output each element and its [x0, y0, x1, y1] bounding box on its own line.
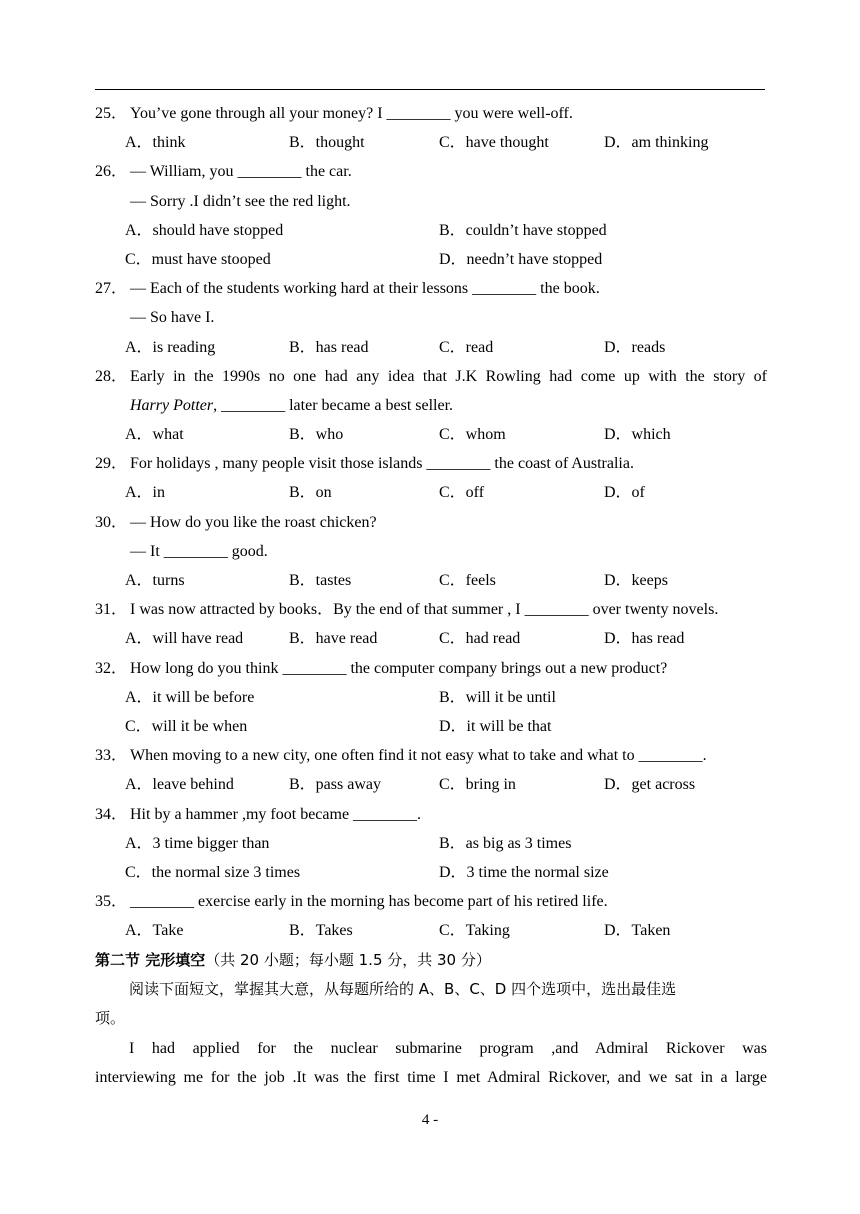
option-d: D．reads — [604, 338, 666, 356]
option-b: B．thought — [289, 134, 365, 152]
question-line — [95, 595, 767, 624]
option-a: A．is reading — [125, 338, 216, 356]
dialogue-line: — So have I. — [130, 309, 215, 327]
dialogue-line: — Sorry .I didn’t see the red light. — [130, 192, 351, 210]
question-line — [95, 449, 767, 478]
options-row — [95, 245, 767, 274]
book-title: Harry Potter — [130, 396, 214, 414]
option-a: A．leave behind — [125, 776, 234, 794]
option-b: B．who — [289, 426, 344, 444]
option-c: C．bring in — [439, 776, 516, 794]
dialogue-line: — It ________ good. — [130, 542, 268, 560]
options-row — [95, 566, 767, 595]
passage-line-1 — [95, 1034, 767, 1063]
question-stem: ________ exercise early in the morning has become part of his retired life. — [130, 893, 608, 911]
passage-text-cont: interviewing me for the job .It was the first time I met Admiral Rickover, and we sat in a large — [95, 1068, 767, 1086]
instruction-line-1 — [95, 975, 767, 1004]
question-line — [95, 741, 767, 770]
question-line-cont — [95, 391, 767, 420]
question-stem: I was now attracted by books．By the end of that summer , I ________ over twenty novels. — [130, 601, 719, 619]
options-row — [95, 478, 767, 507]
question-number: 28． — [95, 367, 128, 385]
option-a: A．turns — [125, 572, 185, 589]
question-line — [95, 362, 767, 391]
question-number: 25． — [95, 105, 128, 122]
header-rule — [95, 89, 765, 90]
question-number: 30． — [95, 513, 128, 531]
option-d: D．Taken — [604, 922, 671, 940]
question-number: 27． — [95, 280, 128, 298]
question-line — [95, 157, 767, 186]
question-number: 33． — [95, 747, 128, 765]
question-line — [95, 654, 767, 683]
options-row — [95, 420, 767, 449]
option-b: B．have read — [289, 630, 378, 648]
option-a: A．should have stopped — [125, 221, 284, 239]
options-row — [95, 683, 767, 712]
options-row — [95, 333, 767, 362]
option-b: B．couldn’t have stopped — [439, 221, 607, 239]
question-stem: Early in the 1990s no one had any idea that J.K Rowling had come up with the story of — [130, 367, 767, 385]
option-d: D．am thinking — [604, 134, 709, 152]
option-b: B．has read — [289, 338, 369, 356]
option-d: D．3 time the normal size — [439, 863, 609, 881]
option-b: B．tastes — [289, 572, 352, 589]
question-stem: You’ve gone through all your money? I ________ you were well-off. — [130, 105, 573, 122]
option-a: A．what — [125, 426, 184, 444]
instruction-text: 阅读下面短文，掌握其大意，从每题所给的 A、B、C、D 四个选项中，选出最佳选 — [129, 980, 677, 999]
option-b: B．on — [289, 484, 332, 502]
passage-line-2 — [95, 1063, 767, 1092]
option-c: C．Taking — [439, 922, 510, 940]
option-b: B．Takes — [289, 922, 353, 940]
options-row — [95, 712, 767, 741]
option-d: D．of — [604, 484, 645, 502]
questions-area — [95, 99, 767, 945]
option-d: D．get across — [604, 776, 696, 794]
options-row — [95, 858, 767, 887]
option-c: C．had read — [439, 630, 521, 648]
option-c: C．will it be when — [125, 717, 248, 735]
question-stem: — Each of the students working hard at their lessons ________ the book. — [130, 280, 600, 298]
question-line — [95, 274, 767, 303]
option-c: C．have thought — [439, 134, 549, 152]
question-stem: — William, you ________ the car. — [130, 163, 352, 181]
options-row — [95, 770, 767, 799]
option-c: C．whom — [439, 426, 506, 444]
options-row — [95, 128, 767, 157]
option-d: D．keeps — [604, 572, 668, 589]
question-stem: For holidays , many people visit those islands ________ the coast of Australia. — [130, 455, 634, 473]
options-row — [95, 624, 767, 653]
cloze-section — [95, 946, 767, 1092]
question-line — [95, 303, 767, 332]
instruction-line-2 — [95, 1004, 767, 1033]
option-a: A．think — [125, 134, 186, 152]
option-b: B．as big as 3 times — [439, 834, 572, 852]
option-a: A．Take — [125, 922, 184, 940]
option-a: A．in — [125, 484, 166, 502]
section-note: （共 20 小题；每小题 1.5 分，共 30 分） — [205, 951, 491, 969]
option-d: D．it will be that — [439, 717, 552, 735]
question-line — [95, 887, 767, 916]
question-stem: Hit by a hammer ,my foot became ________. — [130, 805, 422, 823]
question-stem-rest: , ________ later became a best seller. — [213, 396, 454, 414]
question-number: 29． — [95, 455, 128, 473]
option-c: C．the normal size 3 times — [125, 863, 301, 881]
options-row — [95, 216, 767, 245]
question-number: 26． — [95, 163, 128, 181]
instruction-text-cont: 项。 — [95, 1009, 126, 1028]
section-title: 第二节 完形填空 — [95, 951, 206, 969]
option-b: B．will it be until — [439, 688, 556, 706]
option-c: C．read — [439, 338, 494, 356]
option-b: B．pass away — [289, 776, 381, 794]
question-line — [95, 187, 767, 216]
option-a: A．will have read — [125, 630, 244, 648]
option-a: A．it will be before — [125, 688, 255, 706]
option-c: C．feels — [439, 572, 496, 589]
option-c: C．must have stooped — [125, 250, 271, 268]
options-row — [95, 916, 767, 945]
question-number: 31． — [95, 601, 128, 619]
option-d: D．has read — [604, 630, 685, 648]
question-stem: How long do you think ________ the computer company brings out a new product? — [130, 659, 668, 677]
option-d: D．needn’t have stopped — [439, 250, 603, 268]
option-c: C．off — [439, 484, 485, 502]
section-heading — [95, 946, 767, 975]
question-number: 32． — [95, 659, 128, 677]
question-line — [95, 800, 767, 829]
option-a: A．3 time bigger than — [125, 834, 270, 852]
question-stem-cont — [130, 391, 453, 420]
question-line — [95, 99, 767, 128]
question-stem: — How do you like the roast chicken? — [130, 513, 377, 531]
question-line — [95, 537, 767, 566]
question-number: 34． — [95, 805, 128, 823]
passage-text: I had applied for the nuclear submarine program ,and Admiral Rickover was — [129, 1039, 767, 1057]
question-number: 35． — [95, 893, 128, 911]
option-d: D．which — [604, 426, 671, 444]
options-row — [95, 829, 767, 858]
question-line — [95, 508, 767, 537]
question-stem: When moving to a new city, one often find it not easy what to take and what to ________. — [130, 747, 707, 765]
page-number: 4 - — [421, 1112, 439, 1128]
